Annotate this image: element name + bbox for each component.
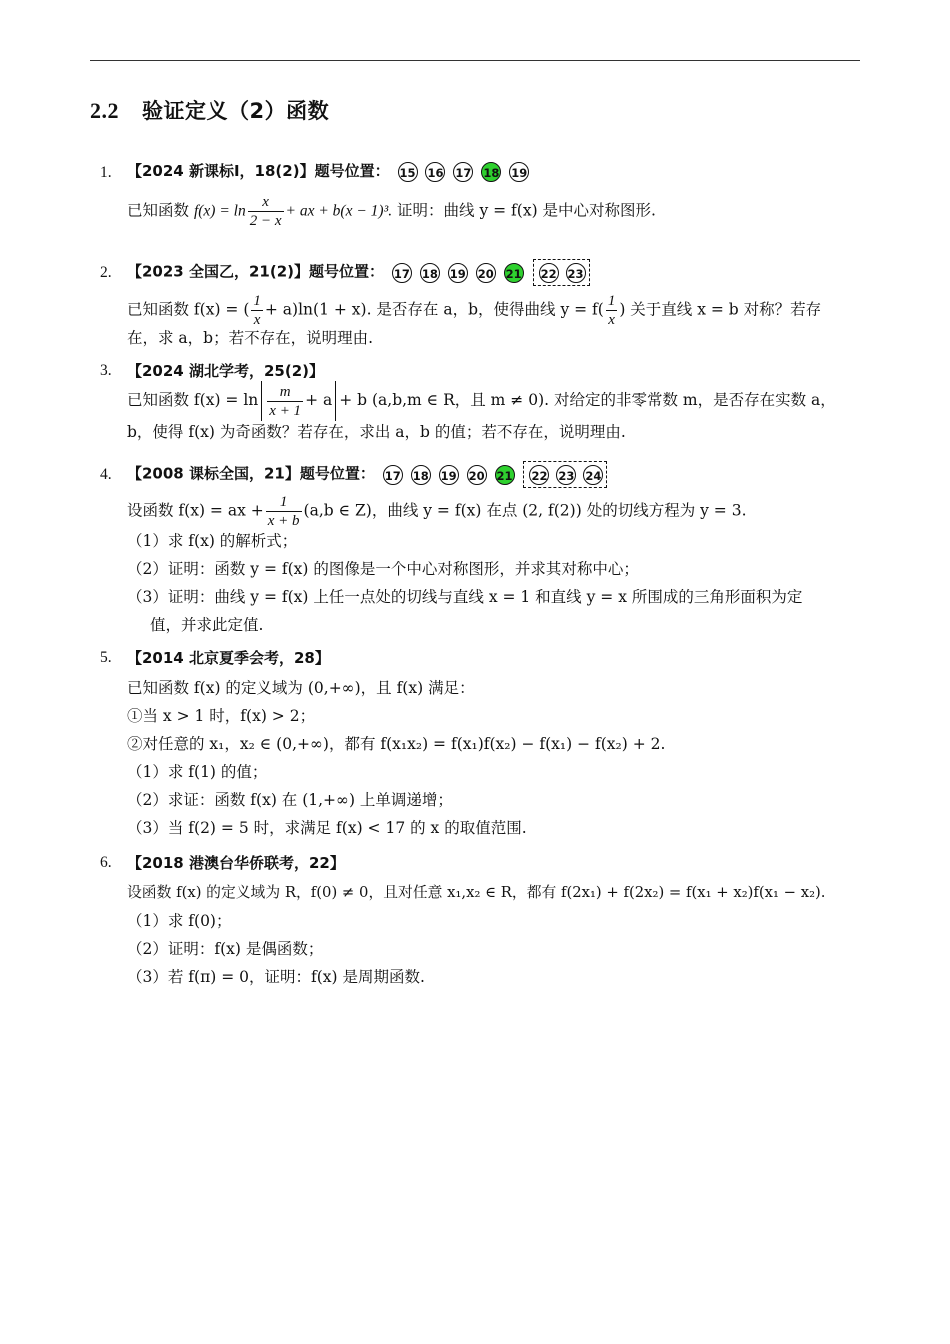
numerator: x (248, 193, 284, 212)
problem-header (127, 461, 607, 488)
numerator: 1 (253, 293, 261, 309)
position-badge: 19 (448, 263, 468, 283)
math: f(x) = ln (193, 202, 246, 220)
position-badge: 17 (453, 162, 473, 182)
text: 设函数 f(x) = ax + (127, 501, 264, 520)
problem-source: 【2008 课标全国，21】题号位置： (127, 464, 375, 483)
denominator: x + 1 (269, 402, 302, 419)
sub-question: （2）求证：函数 f(x) 在 (1,+∞) 上单调递增； (127, 791, 453, 809)
text: 已知函数 f(x) = ( (127, 300, 250, 319)
denominator: x (253, 312, 261, 328)
position-badge: 17 (392, 263, 412, 283)
problem-header (127, 161, 529, 182)
text: 已知函数 (127, 201, 194, 220)
denominator: 2 − x (249, 213, 282, 229)
condition: ①当 x > 1 时，f(x) > 2； (127, 707, 316, 725)
sub-question: （2）证明：f(x) 是偶函数； (127, 940, 324, 958)
position-badge: 19 (509, 162, 529, 182)
problem-statement-cont: 在，求 a，b；若不存在，说明理由. (127, 329, 374, 347)
abs-bar-left (261, 381, 262, 421)
position-badge-highlighted: 21 (495, 465, 515, 485)
problem-statement-cont: b，使得 f(x) 为奇函数？若存在，求出 a，b 的值；若不存在，说明理由. (127, 423, 626, 441)
fraction (248, 193, 284, 230)
problem-statement (127, 193, 656, 230)
sub-question: （1）求 f(1) 的值； (127, 763, 268, 781)
sub-question-cont: 值，并求此定值. (150, 616, 264, 634)
problem-index: 2. (100, 264, 112, 281)
fraction (267, 383, 303, 420)
text: + a (305, 391, 333, 409)
position-badge: 24 (583, 465, 603, 485)
position-badge: 23 (566, 263, 586, 283)
text: ) 关于直线 x = b 对称？若存 (619, 300, 822, 319)
problem-index: 5. (100, 649, 112, 666)
abs-bar-right (335, 381, 336, 421)
position-badge: 20 (467, 465, 487, 485)
text: + a)ln(1 + x). 是否存在 a，b，使得曲线 y = f( (264, 300, 604, 319)
numerator: 1 (266, 493, 302, 512)
position-badge: 20 (476, 263, 496, 283)
section-number: 2.2 (90, 98, 119, 123)
text: 已知函数 f(x) = ln (127, 391, 259, 409)
problem-index: 3. (100, 362, 112, 379)
denominator: x (608, 312, 615, 328)
sub-question: （3）若 f(π) = 0，证明：f(x) 是周期函数. (127, 968, 425, 986)
text: (a,b ∈ Z)，曲线 y = f(x) 在点 (2, f(2)) 处的切线方程为 y = 3. (303, 501, 747, 520)
problem-statement (127, 292, 821, 329)
problem-index: 4. (100, 466, 112, 483)
problem-index: 6. (100, 854, 112, 871)
problem-statement: 设函数 f(x) 的定义域为 R，f(0) ≠ 0，且对任意 x₁,x₂ ∈ R，都有 f(2x₁) + f(2x₂) = f(x₁ + x₂)f(x₁ − x₂). (127, 884, 826, 901)
sub-question: （2）证明：函数 y = f(x) 的图像是一个中心对称图形，并求其对称中心； (127, 560, 639, 578)
problem-source: 【2023 全国乙，21(2)】题号位置： (127, 262, 384, 281)
position-badge: 19 (439, 465, 459, 485)
problem-statement: 已知函数 f(x) 的定义域为 (0,+∞)，且 f(x) 满足： (127, 679, 475, 697)
sub-question: （1）求 f(0)； (127, 912, 232, 930)
dashed-group (523, 461, 607, 488)
problem-source: 【2024 新课标Ⅰ，18(2)】题号位置： (127, 162, 390, 180)
section-title-text: 验证定义（2）函数 (142, 99, 330, 123)
numerator: 1 (607, 293, 616, 309)
problem-header (127, 361, 324, 381)
position-badge: 18 (420, 263, 440, 283)
math: + ax + b(x − 1)³. (285, 202, 393, 220)
position-badge: 23 (556, 465, 576, 485)
position-badge: 22 (539, 263, 559, 283)
position-badge-highlighted: 21 (504, 263, 524, 283)
position-badge: 16 (425, 162, 445, 182)
denominator: x + b (267, 513, 300, 529)
fraction (251, 292, 263, 329)
condition: ②对任意的 x₁，x₂ ∈ (0,+∞)，都有 f(x₁x₂) = f(x₁)f(x₂) − f(x₁) − f(x₂) + 2. (127, 735, 666, 753)
problem-header (127, 259, 590, 286)
sub-question: （3）证明：曲线 y = f(x) 上任一点处的切线与直线 x = 1 和直线 y = x 所围成的三角形面积为定 (127, 588, 803, 606)
header-rule (90, 60, 860, 61)
position-badge: 17 (383, 465, 403, 485)
position-badge-highlighted: 18 (481, 162, 501, 182)
fraction (266, 493, 302, 530)
problem-source: 【2018 港澳台华侨联考，22】 (127, 854, 345, 872)
text: + b (a,b,m ∈ R，且 m ≠ 0). 对给定的非零常数 m，是否存在实数 a， (339, 391, 836, 409)
numerator: m (267, 383, 303, 402)
section-title (90, 95, 329, 125)
position-badge: 18 (411, 465, 431, 485)
problem-source: 【2024 湖北学考，25(2)】 (127, 362, 324, 380)
dashed-group (533, 259, 590, 286)
sub-question: （3）当 f(2) = 5 时，求满足 f(x) < 17 的 x 的取值范围. (127, 819, 527, 837)
text: 证明：曲线 y = f(x) 是中心对称图形. (392, 201, 656, 220)
sub-question: （1）求 f(x) 的解析式； (127, 532, 298, 550)
position-badge: 15 (398, 162, 418, 182)
position-badge: 22 (529, 465, 549, 485)
problem-index: 1. (100, 164, 112, 181)
fraction (606, 292, 618, 329)
problem-statement (127, 493, 747, 530)
problem-header (127, 648, 330, 668)
problem-source: 【2014 北京夏季会考，28】 (127, 649, 330, 667)
problem-header (127, 853, 345, 873)
problem-statement (127, 381, 836, 421)
